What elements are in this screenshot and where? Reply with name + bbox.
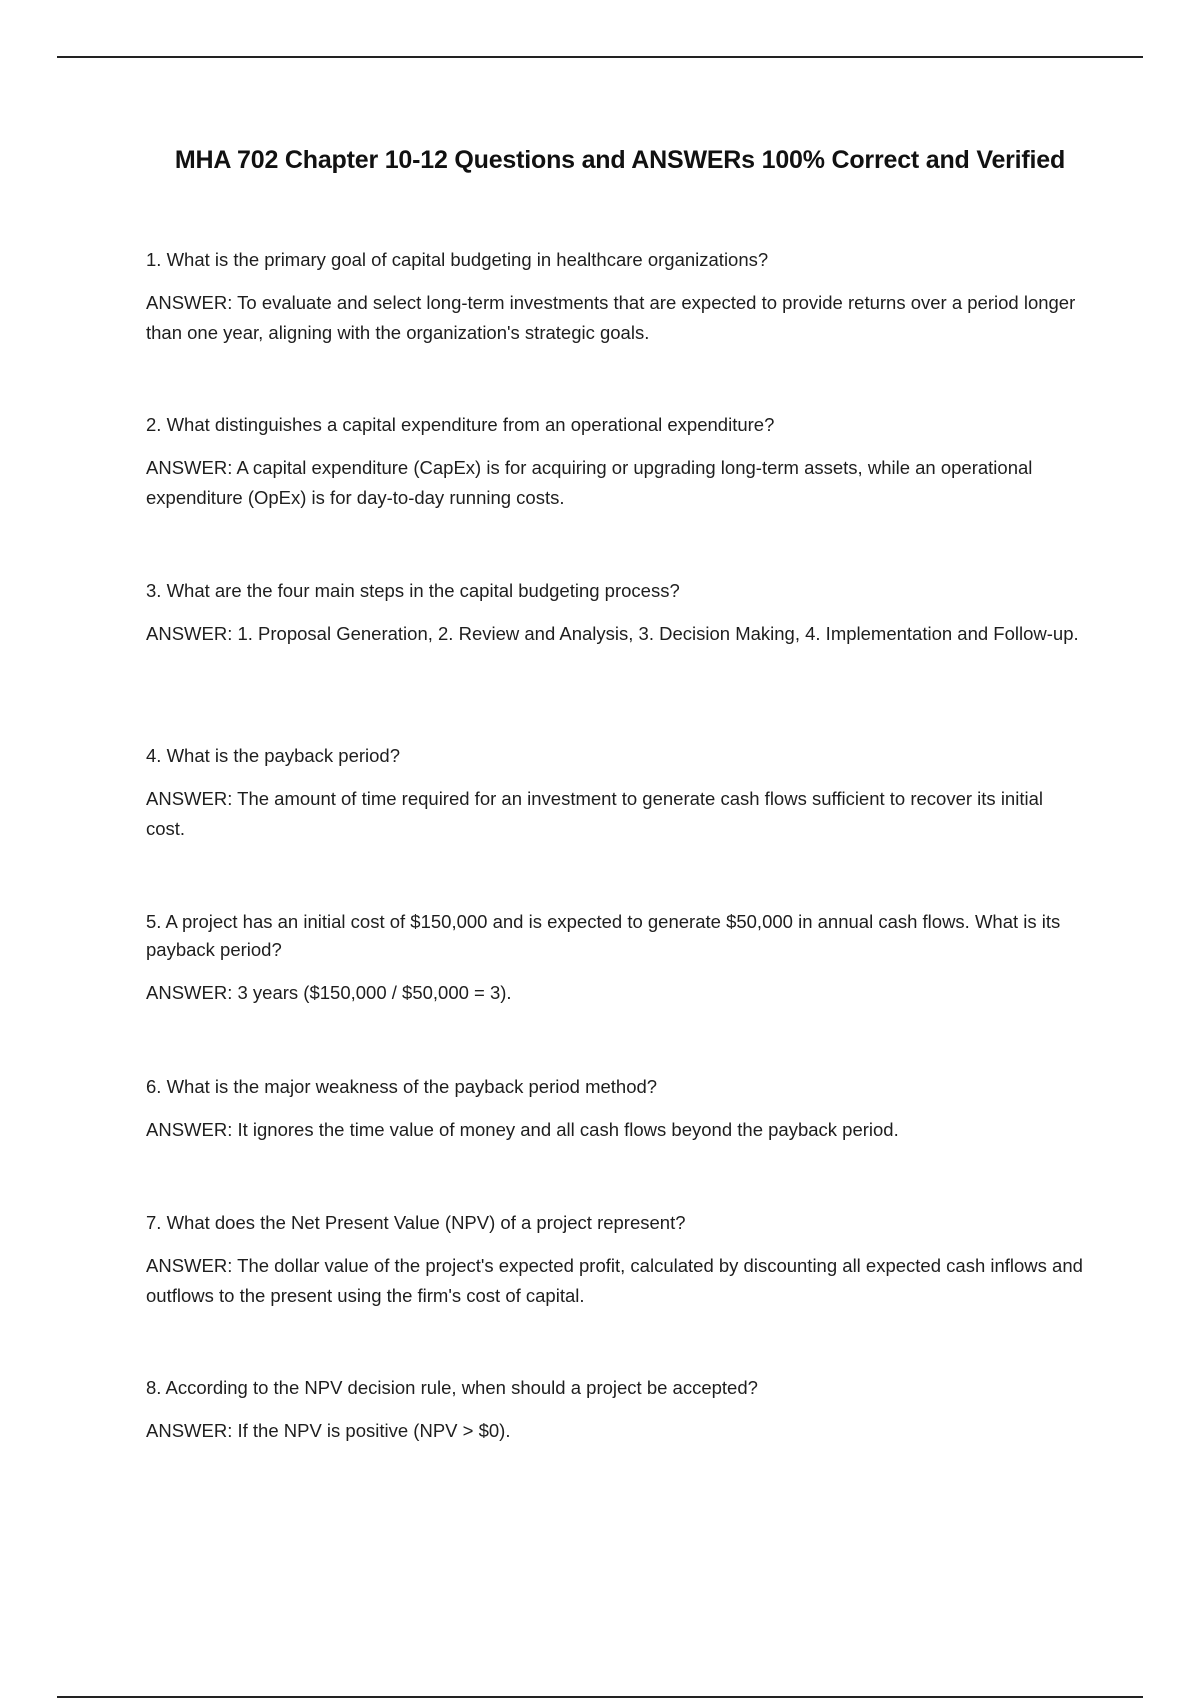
bottom-rule (57, 1696, 1143, 1698)
question-text: 2. What distinguishes a capital expenditure from an operational expenditure? (146, 414, 775, 435)
answer-text: ANSWER: A capital expenditure (CapEx) is for acquiring or upgrading long-term assets, while an operational expenditure (OpEx) is for day-to-day running costs. (146, 457, 1033, 508)
qa-item (146, 742, 1086, 908)
qa-list (146, 246, 1086, 1446)
qa-item (146, 1209, 1086, 1374)
question-text: 4. What is the payback period? (146, 745, 401, 766)
qa-item (146, 908, 1086, 1073)
answer-text: ANSWER: It ignores the time value of money and all cash flows beyond the payback period. (146, 1119, 899, 1140)
answer-text: ANSWER: The dollar value of the project's expected profit, calculated by discounting all expected cash inflows and outflows to the present using the firm's cost of capital. (146, 1255, 1083, 1306)
answer-text: ANSWER: To evaluate and select long-term investments that are expected to provide returns over a period longer than one year, aligning with the organization's strategic goals. (146, 292, 1076, 343)
question-text: 8. According to the NPV decision rule, when should a project be accepted? (146, 1377, 758, 1398)
answer-text: ANSWER: 3 years ($150,000 / $50,000 = 3). (146, 982, 512, 1003)
answer-text: ANSWER: If the NPV is positive (NPV > $0). (146, 1420, 511, 1441)
answer-text: ANSWER: The amount of time required for an investment to generate cash flows sufficient to recover its initial cost. (146, 788, 1043, 839)
top-rule (57, 56, 1143, 58)
qa-item (146, 1374, 1086, 1446)
question-text: 1. What is the primary goal of capital budgeting in healthcare organizations? (146, 249, 769, 270)
qa-item (146, 1073, 1086, 1209)
question-text: 7. What does the Net Present Value (NPV) of a project represent? (146, 1212, 686, 1233)
document-title: MHA 702 Chapter 10-12 Questions and ANSWERs 100% Correct and Verified (174, 146, 1066, 174)
qa-item (146, 577, 1086, 742)
qa-item (146, 411, 1086, 577)
qa-item (146, 246, 1086, 411)
question-text: 3. What are the four main steps in the capital budgeting process? (146, 580, 680, 601)
question-text: 6. What is the major weakness of the payback period method? (146, 1076, 658, 1097)
question-text: 5. A project has an initial cost of $150,000 and is expected to generate $50,000 in annual cash flows. What is its payback period? (146, 911, 1061, 960)
answer-text: ANSWER: 1. Proposal Generation, 2. Review and Analysis, 3. Decision Making, 4. Implementation and Follow-up. (146, 623, 1079, 644)
